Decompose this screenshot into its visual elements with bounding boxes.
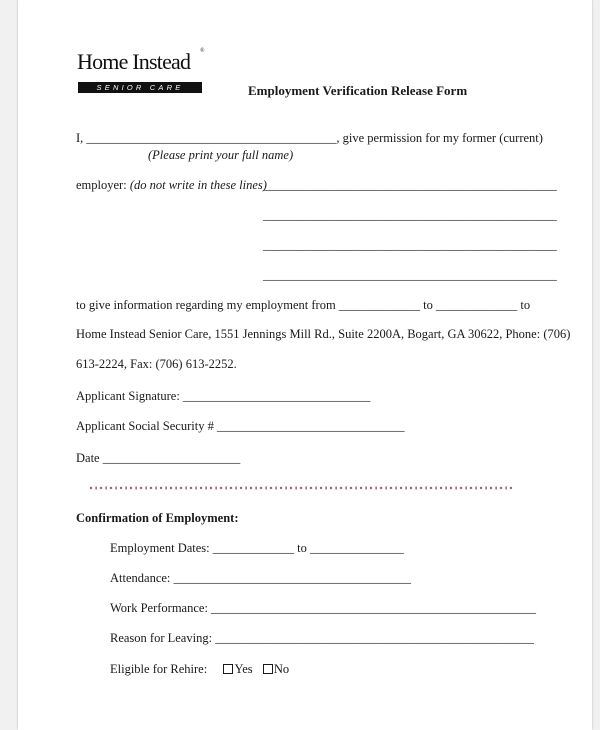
rehire-label: Eligible for Rehire: xyxy=(110,662,208,676)
company-logo xyxy=(76,45,206,97)
permission-line: I, ________________________________________, give permission for my former (current) xyxy=(76,131,543,145)
employer-label: employer: xyxy=(76,178,127,192)
address-line: Home Instead Senior Care, 1551 Jennings Mill Rd., Suite 2200A, Bogart, GA 30622, Phone: (706) xyxy=(76,327,571,341)
reason-for-leaving-field[interactable]: Reason for Leaving: ___________________________________________________ xyxy=(110,631,534,645)
work-performance-field[interactable]: Work Performance: ____________________________________________________ xyxy=(110,601,537,615)
employment-dates-field[interactable]: Employment Dates: _____________ to _______________ xyxy=(110,541,404,555)
employer-line-1[interactable]: _______________________________________________ xyxy=(263,178,557,192)
employment-period-line: to give information regarding my employment from _____________ to _____________ to xyxy=(76,298,531,312)
date-field[interactable]: Date ______________________ xyxy=(76,451,241,465)
attendance-field[interactable]: Attendance: ______________________________________ xyxy=(110,571,412,585)
applicant-signature-field[interactable]: Applicant Signature: ______________________________ xyxy=(76,389,371,403)
phone-fax-line: 613-2224, Fax: (706) 613-2252. xyxy=(76,357,237,371)
rehire-row xyxy=(110,662,289,677)
logo-wordmark: Home Instead xyxy=(77,49,191,74)
employer-line-4[interactable]: _______________________________________________ xyxy=(263,268,557,282)
rehire-no-checkbox[interactable] xyxy=(263,664,273,674)
form-page xyxy=(18,0,592,730)
employer-hint: (do not write in these lines) xyxy=(129,178,267,192)
name-hint: (Please print your full name) xyxy=(148,148,294,162)
logo-trademark: ® xyxy=(200,48,205,54)
dotted-separator xyxy=(88,484,518,492)
rehire-yes-checkbox[interactable] xyxy=(223,664,233,674)
rehire-yes-label: Yes xyxy=(234,662,253,676)
employer-line-3[interactable]: _______________________________________________ xyxy=(263,238,557,252)
confirmation-heading: Confirmation of Employment: xyxy=(76,511,239,525)
employer-line-2[interactable]: _______________________________________________ xyxy=(263,208,557,222)
form-title: Employment Verification Release Form xyxy=(248,83,468,98)
rehire-no-label: No xyxy=(273,662,290,676)
employer-label-row xyxy=(76,178,267,193)
applicant-ssn-field[interactable]: Applicant Social Security # ______________________________ xyxy=(76,419,405,433)
logo-tagline: SENIOR CARE xyxy=(78,82,202,93)
